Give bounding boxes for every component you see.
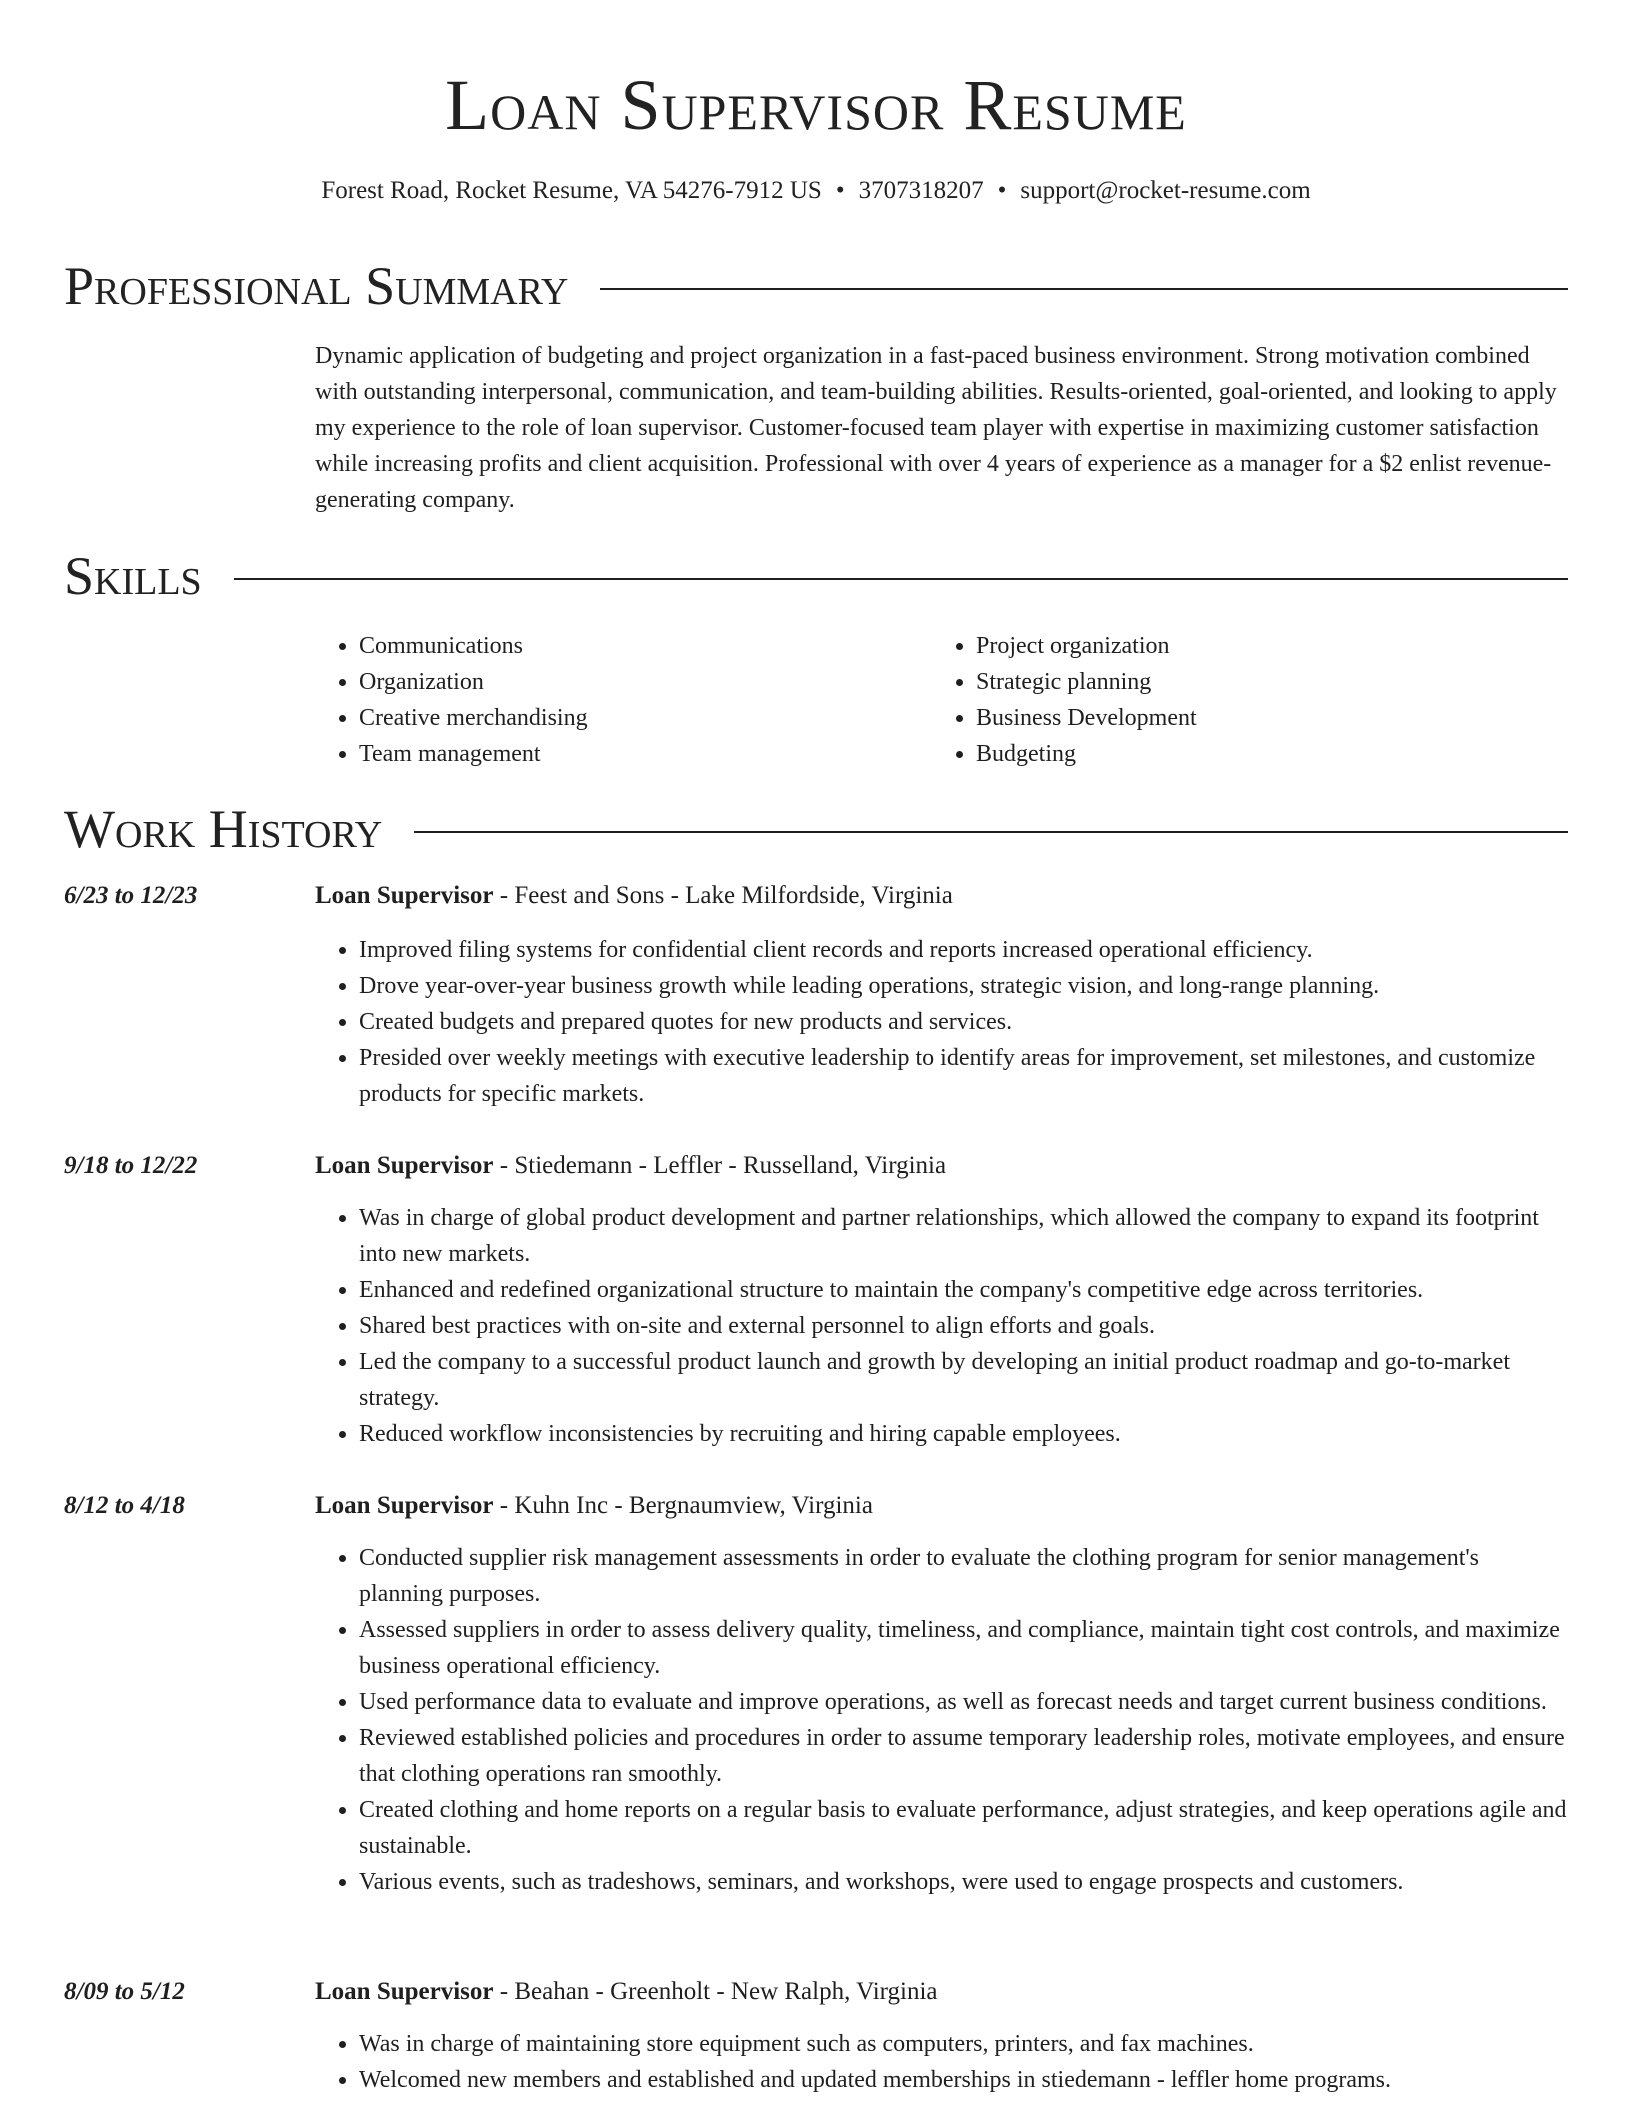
section-title-summary: Professional Summary: [64, 256, 569, 316]
skill-item: • Team management: [359, 736, 932, 772]
job-employer: - Kuhn Inc - Bergnaumview, Virginia: [493, 1492, 873, 1519]
job-bullet: • Shared best practices with on-site and external personnel to align efforts and goals.: [359, 1308, 1568, 1344]
skills-grid: [315, 628, 1570, 772]
skill-item: • Project organization: [976, 628, 1549, 664]
job-title: Loan Supervisor: [315, 882, 494, 909]
job-employer: - Stiedemann - Leffler - Russelland, Virginia: [493, 1152, 947, 1179]
skill-item: • Organization: [359, 664, 932, 700]
job-heading: [315, 1488, 873, 1524]
job-bullet: • Was in charge of maintaining store equipment such as computers, printers, and fax machines.: [359, 2026, 1568, 2062]
contact-separator: •: [835, 177, 845, 204]
section-divider: [234, 578, 1568, 580]
job-bullet: • Drove year-over-year business growth while leading operations, strategic vision, and long-range planning.: [359, 968, 1568, 1004]
job-heading: [315, 1974, 938, 2010]
job-heading: [315, 1148, 946, 1184]
contact-separator: •: [997, 177, 1007, 204]
job-bullets: [315, 1540, 1568, 1900]
job-bullet: • Conducted supplier risk management assessments in order to evaluate the clothing program for senior management's planning purposes.: [359, 1540, 1568, 1612]
job-bullet: • Created budgets and prepared quotes for new products and services.: [359, 1004, 1568, 1040]
section-header-work-history: [64, 799, 1568, 859]
section-header-skills: [64, 546, 1568, 606]
job-title: Loan Supervisor: [315, 1492, 494, 1519]
section-title-work-history: Work History: [64, 799, 383, 859]
job-bullet: • Various events, such as tradeshows, seminars, and workshops, were used to engage prospects and customers.: [359, 1864, 1568, 1900]
job-bullets: [315, 932, 1568, 1112]
job-bullet: • Presided over weekly meetings with executive leadership to identify areas for improvement, set milestones, and customize products for specific markets.: [359, 1040, 1568, 1112]
contact-address: Forest Road, Rocket Resume, VA 54276-7912 US: [321, 177, 822, 204]
job-bullet: • Used performance data to evaluate and improve operations, as well as forecast needs and target current business conditions.: [359, 1684, 1568, 1720]
job-bullets: [315, 1200, 1568, 1452]
skills-list-right: [932, 628, 1549, 772]
job-bullet: • Led the company to a successful product launch and growth by developing an initial product roadmap and go-to-market strategy.: [359, 1344, 1568, 1416]
section-divider: [600, 288, 1568, 290]
job-bullet: • Reduced workflow inconsistencies by recruiting and hiring capable employees.: [359, 1416, 1568, 1452]
job-bullet: • Was in charge of global product development and partner relationships, which allowed the company to expand its footprint into new markets.: [359, 1200, 1568, 1272]
contact-email: support@rocket-resume.com: [1020, 177, 1311, 204]
job-bullet: • Improved filing systems for confidential client records and reports increased operational efficiency.: [359, 932, 1568, 968]
job-bullets: [315, 2026, 1568, 2098]
job-bullet: • Enhanced and redefined organizational structure to maintain the company's competitive edge across territories.: [359, 1272, 1568, 1308]
skill-item: • Budgeting: [976, 736, 1549, 772]
job-dates: 6/23 to 12/23: [64, 882, 198, 909]
summary-text: Dynamic application of budgeting and project organization in a fast-paced business environment. Strong motivation combined with outstanding interpersonal, communication, and team-building abilities. Results-oriented, goal-oriented, and looking to apply my experience to the role of loan supervisor. Customer-focused team player with expertise in maximizing customer satisfaction while increasing profits and client acquisition. Professional with over 4 years of experience as a manager for a $2 enlist revenue-generating company.: [315, 343, 1557, 513]
job-heading: [315, 878, 953, 914]
section-title-skills: Skills: [64, 546, 202, 606]
job-employer: - Beahan - Greenholt - New Ralph, Virginia: [493, 1978, 938, 2005]
contact-phone: 3707318207: [858, 177, 984, 204]
skill-item: • Strategic planning: [976, 664, 1549, 700]
skill-item: • Business Development: [976, 700, 1549, 736]
job-dates: 8/09 to 5/12: [64, 1978, 185, 2005]
job-bullet: • Assessed suppliers in order to assess delivery quality, timeliness, and compliance, maintain tight cost controls, and maximize business operational efficiency.: [359, 1612, 1568, 1684]
resume-title: Loan Supervisor Resume: [445, 65, 1187, 145]
job-employer: - Feest and Sons - Lake Milfordside, Virginia: [493, 882, 953, 909]
job-title: Loan Supervisor: [315, 1978, 494, 2005]
job-dates: 8/12 to 4/18: [64, 1492, 185, 1519]
section-header-summary: [64, 256, 1568, 316]
job-title: Loan Supervisor: [315, 1152, 494, 1179]
section-divider: [414, 831, 1568, 833]
job-dates: 9/18 to 12/22: [64, 1152, 198, 1179]
job-bullet: • Welcomed new members and established and updated memberships in stiedemann - leffler home programs.: [359, 2062, 1568, 2098]
job-bullet: • Reviewed established policies and procedures in order to assume temporary leadership roles, motivate employees, and ensure that clothing operations ran smoothly.: [359, 1720, 1568, 1792]
skill-item: • Communications: [359, 628, 932, 664]
job-bullet: • Created clothing and home reports on a regular basis to evaluate performance, adjust strategies, and keep operations agile and sustainable.: [359, 1792, 1568, 1864]
skill-item: • Creative merchandising: [359, 700, 932, 736]
skills-list-left: [315, 628, 932, 772]
contact-line: [0, 174, 1632, 208]
